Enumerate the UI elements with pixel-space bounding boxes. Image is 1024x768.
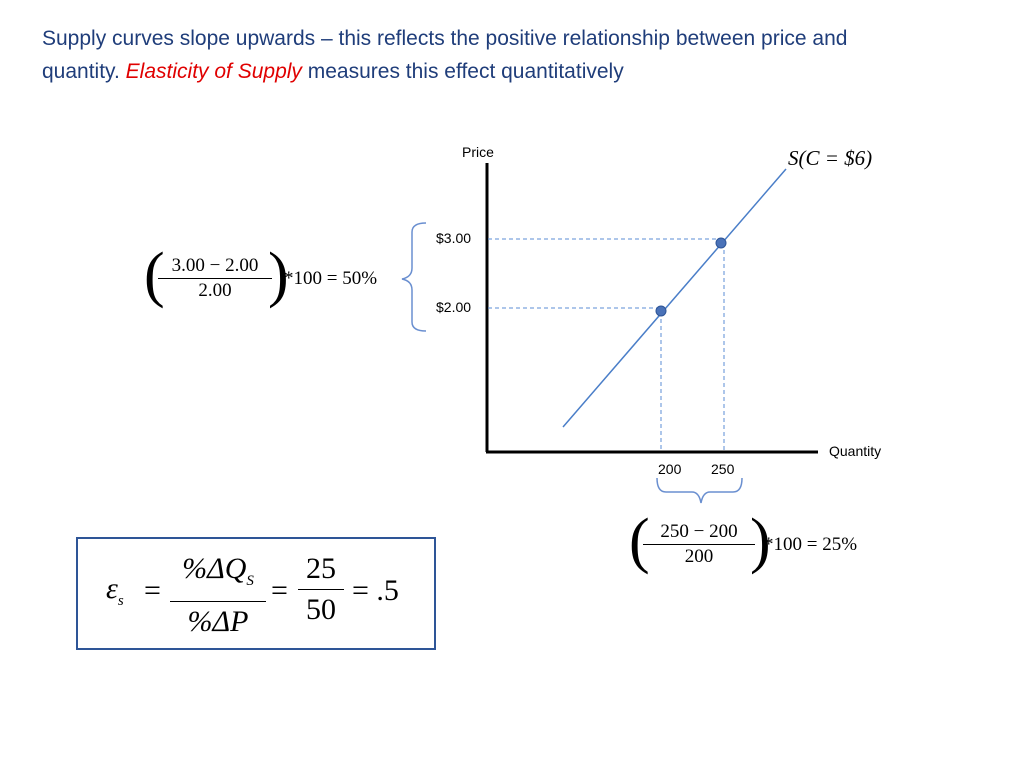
price-calc-fraction (158, 254, 272, 303)
elasticity-num-text: %ΔQ (182, 552, 247, 585)
quantity-calc-left-paren: ( (629, 507, 650, 575)
elasticity-epsilon: ε (106, 572, 118, 605)
price-calc-numerator: 3.00 − 2.00 (171, 255, 259, 276)
elasticity-result: = .5 (352, 574, 399, 607)
y-axis-label: Price (462, 144, 494, 160)
quantity-calc-right-paren: ) (750, 507, 771, 575)
elasticity-denominator: %ΔP (170, 601, 266, 642)
quantity-calc-result: *100 = 25% (764, 534, 858, 555)
supply-curve (563, 169, 786, 427)
price-calc-denominator: 2.00 (158, 278, 272, 303)
elasticity-num-sub: S (246, 573, 254, 589)
point-250-3 (716, 238, 726, 248)
elasticity-numerator (170, 549, 266, 601)
title-line-2-start: quantity. (42, 60, 126, 83)
curve-label: S(C = $6) (788, 146, 873, 170)
quantity-calc-fraction (643, 520, 755, 569)
title-line-2-end: measures this effect quantitatively (301, 60, 624, 83)
quantity-calc-numerator: 250 − 200 (660, 521, 738, 542)
price-brace (402, 223, 426, 331)
price-tick-3: $3.00 (436, 230, 472, 246)
quantity-brace (657, 478, 742, 503)
elasticity-symbol (106, 572, 124, 610)
price-calc-right-paren: ) (268, 241, 289, 309)
title-emphasis: Elasticity of Supply (125, 60, 302, 83)
price-tick-2: $2.00 (436, 299, 472, 315)
elasticity-fraction (170, 549, 266, 642)
quantity-tick-200: 200 (658, 461, 682, 477)
price-calc-result: *100 = 50% (284, 268, 378, 289)
ratio-numerator: 25 (306, 552, 336, 585)
equals-1: = (144, 574, 161, 607)
title-line-1: Supply curves slope upwards – this reflects the positive relationship between price and (42, 27, 848, 50)
ratio-denominator: 50 (298, 589, 344, 630)
x-axis-label: Quantity (829, 443, 882, 459)
quantity-tick-250: 250 (711, 461, 735, 477)
ratio-fraction (298, 549, 344, 630)
point-200-2 (656, 306, 666, 316)
price-calc-left-paren: ( (144, 241, 165, 309)
equals-2: = (271, 574, 288, 607)
elasticity-subscript: s (117, 593, 124, 609)
quantity-calc-denominator: 200 (643, 544, 755, 569)
